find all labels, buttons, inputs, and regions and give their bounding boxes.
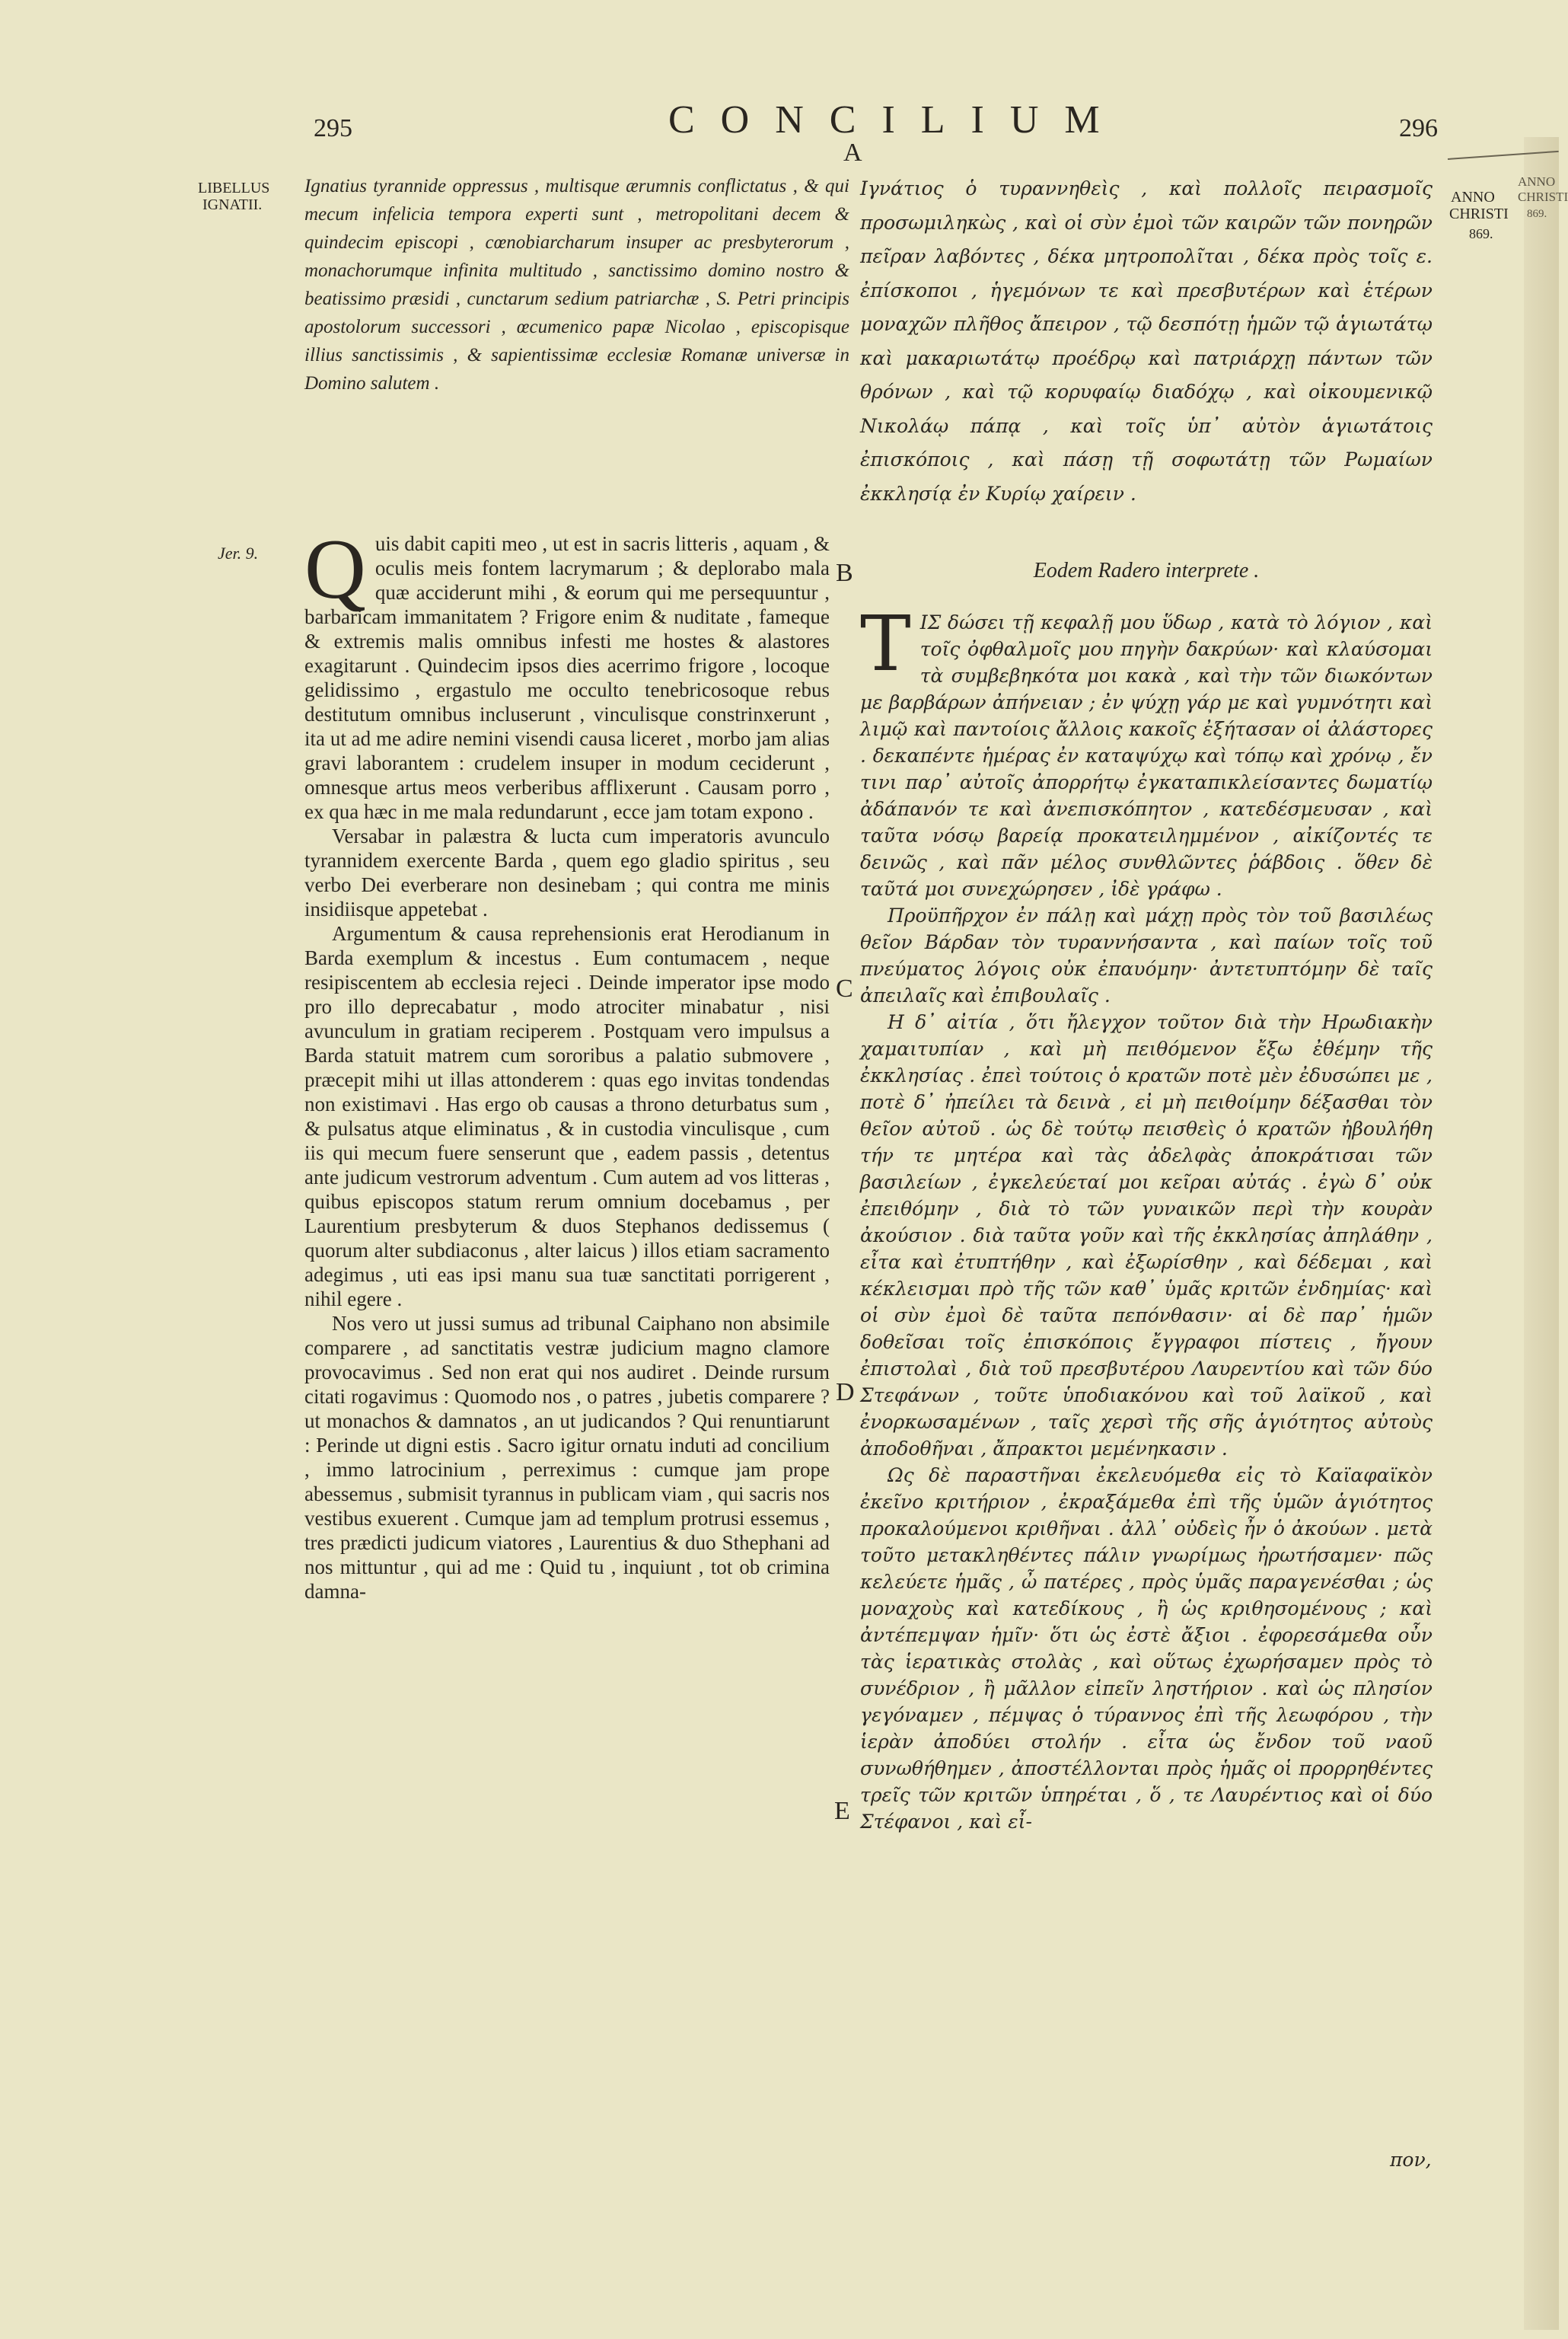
margin-note-jer: Jer. 9. [218,544,259,563]
margin-anno: ANNO [1451,189,1495,206]
greek-paragraph: Η δ᾽ αἰτία , ὅτι ἤλεγχον τοῦτον διὰ τὴν Ηρωδιακὴν χαμαιτυπίαν , καὶ μὴ πειθόμενον ἔξω ἐθέμην τῆς ἐκκλησίας . ἐπεὶ τούτοις ὁ κρατῶν ποτὲ μὲν ἐδυσώπει με , ποτὲ δ᾽ ἠπείλει τὰ δεινὰ , εἰ μὴ πειθοίμην δέξασθαι τὸν θεῖον αὐτοῦ . ὡς δὲ τούτῳ πεισθεὶς ὁ κρατῶν ἠβουλήθη τήν τε μητέρα καὶ τὰς ἀδελφὰς ἀποκράτισαι τῶν βασιλείων , ἐγκελεύεταί μοι κεῖραι αὐτάς . ἐγὼ δ᾽ οὐκ ἐπειθόμην , διὰ τὸ τῶν γυναικῶν περὶ τὴν κουρὰν ἀκούσιον . διὰ ταῦτα γοῦν καὶ τῆς ἐκκλησίας ἀπηλάθην , εἶτα καὶ ἐτυπτήθην , καὶ ἐξωρίσθην , καὶ δέδεμαι , καὶ κέκλεισμαι πρὸ τῆς τῶν καθ᾽ ὑμᾶς κριτῶν ἐνδημίας· καὶ οἱ σὺν ἐμοὶ δὲ ταῦτα πεπόνθασιν· αἱ δὲ παρ᾽ ἡμῶν δοθεῖσαι τοῖς ἐπισκόποις ἔγγραφοι πίστεις , ἤγουν ἐπιστολαὶ , διὰ τοῦ πρεσβυτέρου Λαυρεντίου καὶ τῶν δύο Στεφάνων , τοῦτε ὑποδιακόνου καὶ τοῦ λαϊκοῦ , καὶ ἐνορκωσαμένων , ταῖς χερσὶ τῆς σῆς ἁγιότητος αὐτοὺς ἀποδοθῆναι , ἄπρακτοι μεμένηκασιν . [860,1011,1433,1460]
latin-paragraph: Nos vero ut jussi sumus ad tribunal Caiphano non absimile comparere , ad sanctitatis vestræ judicium magno clamore provocavimus . Sed non erat qui nos audiret . Deinde rursum citati rogavimus : Quomodo nos , o patres , jubetis comparere ? ut monachos & damnatos , an ut judicandos ? Qui renuntiarunt : Perinde ut digni estis . Sacro igitur ornatu induti ad concilium , immo latrocinium , perreximus : cumque jam prope abessemus , submisit tyrannus in publicam viam , qui sacris nos vestibus exuerent . Cumque jam ad templum protrusi essemus , tres prædicti judicum viatores , Laurentius & duo Sthephani ad nos mittuntur , qui ad me : Quid tu , inquiunt , tot ob crimina damna- [304,1312,830,1603]
margin-year-2: 869. [1527,208,1547,220]
margin-label-libellus: LIBELLUS [198,180,270,196]
latin-paragraph-text: uis dabit capiti meo , ut est in sacris litteris , aquam , & oculis meis fontem lacrymarum ; & deplorabo mala quæ acciderunt mihi , & eorum qui me persequuntur , barbaricam immanitatem ? Frigore enim & nuditate , fameque & extremis malis omnibus infesti me hostes & alastores exagitarunt . Quindecim ipsos dies acerrimo frigore , locoque gelidissimo , ergastulo me occulto tenebricosoque rebus destitutum omnibus incluserunt , vinculisque constrinxerunt , ita ut ad me adire nemini visendi causa liceret , morbo jam alias gravi laborantem : crudelem insuper in modum ceciderunt , omnesque artus meos verberibus afflixerunt . Causam porro , ex qua hæc in me mala redundarunt , ecce jam totam expono . [304,532,830,823]
latin-paragraph: Argumentum & causa reprehensionis erat Herodianum in Barda exemplum & incestus . Eum contumacem , neque resipiscentem ab ecclesia rejeci . Deinde imperator ipse modo pro illo deprecabatur , modo atrociter minabatur , nisi avunculum in gratiam reciperem . Postquam vero impulsus a Barda statuit matrem cum sororibus a palatio submovere , præcepit mihi ut illas attonderem : quas ego invitas tondendas non existimavi . Has ergo ob causas a throno deturbatus sum , & pulsatus atque eliminatus , & in custodia vinculisque , cum iis qui mecum fuere senserunt que , eadem passis , detentus ante judicum vestrorum adventum . Cum autem ad vos litteras , quibus episcopos statum rerum omnium docebamus , per Laurentium presbyterum & duos Stephanos dedissemus ( quorum alter subdiaconus , alter laicus ) illos etiam sacramento adegimus , uti eas ipsi manu sua tuæ sanctitati porrigerent , nihil egere . [304,922,830,1310]
margin-christi-2: CHRISTI [1518,190,1568,204]
intro-greek: Ιγνάτιος ὁ τυραννηθεὶς , καὶ πολλοῖς πειρασμοῖς προσωμιληκὼς , καὶ οἱ σὺν ἐμοὶ τῶν καιρῶν τῶν πονηρῶν πεῖραν λαβόντες , δέκα μητροπολῖται , δέκα πρὸς τοῖς ε. ἐπίσκοποι , ἡγεμόνων τε καὶ πρεσβυτέρων καὶ ἑτέρων μοναχῶν πλῆθος ἄπειρον , τῷ δεσπότῃ ἡμῶν τῷ ἁγιωτάτῳ καὶ μακαριωτάτῳ προέδρῳ καὶ πατριάρχῃ πάντων τῶν θρόνων , καὶ τῷ κορυφαίῳ διαδόχῳ , καὶ οἰκουμενικῷ Νικολάῳ πάπᾳ , καὶ τοῖς ὑπ᾽ αὐτὸν ἁγιωτάτοις ἐπισκόποις , καὶ πάσῃ τῇ σοφωτάτῃ τῶν Ρωμαίων ἐκκλησίᾳ ἐν Κυρίῳ χαίρειν . [860,177,1433,505]
section-letter-d: D [836,1378,855,1406]
section-letter-a: A [843,139,862,167]
latin-column [304,522,830,2176]
greek-paragraph: Προϋπῆρχον ἐν πάλῃ καὶ μάχῃ πρὸς τὸν τοῦ βασιλέως θεῖον Βάρδαν τὸν τυραννήσαντα , καὶ παίων τοῖς τοῦ πνεύματος λόγοις οὐκ ἐπαυόμην· ἀντετυπτόμην δὲ ταῖς ἀπειλαῖς καὶ ἐπιβουλαῖς . [860,905,1433,1007]
section-letter-b: B [836,559,853,587]
greek-column [860,599,1433,2141]
page-number-right: 296 [1399,114,1438,142]
margin-year: 869. [1469,226,1493,241]
greek-paragraph: Ως δὲ παραστῆναι ἐκελευόμεθα εἰς τὸ Καϊαφαϊκὸν ἐκεῖνο κριτήριον , ἐκραξάμεθα ἐπὶ τῆς ὑμῶν ἁγιότητος προκαλούμενοι κριθῆναι . ἀλλ᾽ οὐδεὶς ἦν ὁ ἀκούων . μετὰ τοῦτο μετακληθέντες πάλιν γνωρίμως ἠρωτήσαμεν· πῶς κελεύετε ἡμᾶς , ὦ πατέρες , πρὸς ὑμᾶς παραγενέσθαι ; ὡς μοναχοὺς καὶ κατεδίκους , ἢ ὡς κριθησομένους ; καὶ ἀντέπεμψαν ἡμῖν· ὅτι ὡς ἐστὲ ἄξιοι . ἐφορεσάμεθα οὖν τὰς ἱερατικὰς στολὰς , καὶ οὕτως ἐχωρήσαμεν πρὸς τὸ συνέδριον , ἢ μᾶλλον εἰπεῖν ληστήριον . καὶ ὡς πλησίον γεγόναμεν , πέμψας ὁ τύραννος ἐπὶ τῆς λεωφόρου , τὴν ἱερὰν ἀποδύει στολήν . εἶτα ὡς ἔνδον τοῦ ναοῦ συνωθήθημεν , ἀποστέλλονται πρὸς ἡμᾶς οἱ προρρηθέντες τρεῖς τῶν κριτῶν ὑπηρέται , ὅ , τε Λαυρέντιος καὶ οἱ δύο Στέφανοι , καὶ εἶ- [860,1464,1433,1833]
page-number-left: 295 [314,114,352,142]
intro-latin: Ignatius tyrannide oppressus , multisque ærumnis conflictatus , & qui mecum infelicia tempora experti sunt , metropolitani decem & quindecim episcopi , cœnobiarcharum insuper ac presbyterorum , monachorumque infinita multitudo , sanctissimo domino nostro & beatissimo præsidi , cunctarum sedium patriarchæ , S. Petri principis apostolorum successori , œcumenico papæ Nicolao , episcopisque illius sanctissimis , & sapientissimæ ecclesiæ Romanæ universæ in Domino salutem . [304,176,849,394]
latin-paragraph: Versabar in palæstra & lucta cum imperatoris avunculo tyrannidem exercente Barda , quem ego gladio spiritus , seu verbo Dei everberare non desinebam ; qui contra me minis insidiisque appetebat . [304,825,830,921]
margin-anno-2: ANNO [1518,174,1556,189]
latin-drop-cap: Q [304,522,366,617]
margin-christi: CHRISTI [1449,206,1509,222]
latin-paragraph [304,522,830,824]
catchword: πον, [1390,2149,1432,2171]
greek-paragraph [860,599,1433,902]
running-title: CONCILIUM [668,98,1126,142]
margin-label-ignatii: IGNATII. [202,196,263,213]
section-letter-e: E [834,1797,850,1825]
section-letter-c: C [836,975,853,1003]
page-edge-strip [1524,137,1559,2330]
greek-paragraph-text: ΙΣ δώσει τῇ κεφαλῇ μου ὕδωρ , κατὰ τὸ λόγιον , καὶ τοῖς ὀφθαλμοῖς μου πηγὴν δακρύων· καὶ κλαύσομαι τὰ συμβεβηκότα μοι κακὰ , καὶ τὴν τῶν διωκόντων με βαρβάρων ἀπήνειαν ; ἐν ψύχῃ γάρ με καὶ γυμνότητι καὶ λιμῷ καὶ παντοίοις ἄλλοις κακοῖς ἐξήτασαν οἱ ἀλάστορες . δεκαπέντε ἡμέρας ἐν καταψύχῳ καὶ τόπῳ καὶ χρόνῳ , ἔν τινι παρ᾽ αὐτοῖς ἀπορρήτῳ ἐγκαταπικλείσαντες δωματίῳ ἀδάπανόν τε καὶ ἀνεπισκόπητον , κατεδέσμευσαν , καὶ ταῦτα νόσῳ βαρείᾳ προκατειλημμένον , αἰκίζοντές τε δεινῶς , καὶ πᾶν μέλος συνθλῶντες ῥάβδοις . ὅθεν δὲ ταῦτά μοι συνεχώρησεν , ἰδὲ γράφω . [860,611,1433,900]
greek-drop-cap: Τ [860,599,911,688]
interpreter-heading: Eodem Radero interprete . [1033,559,1260,582]
